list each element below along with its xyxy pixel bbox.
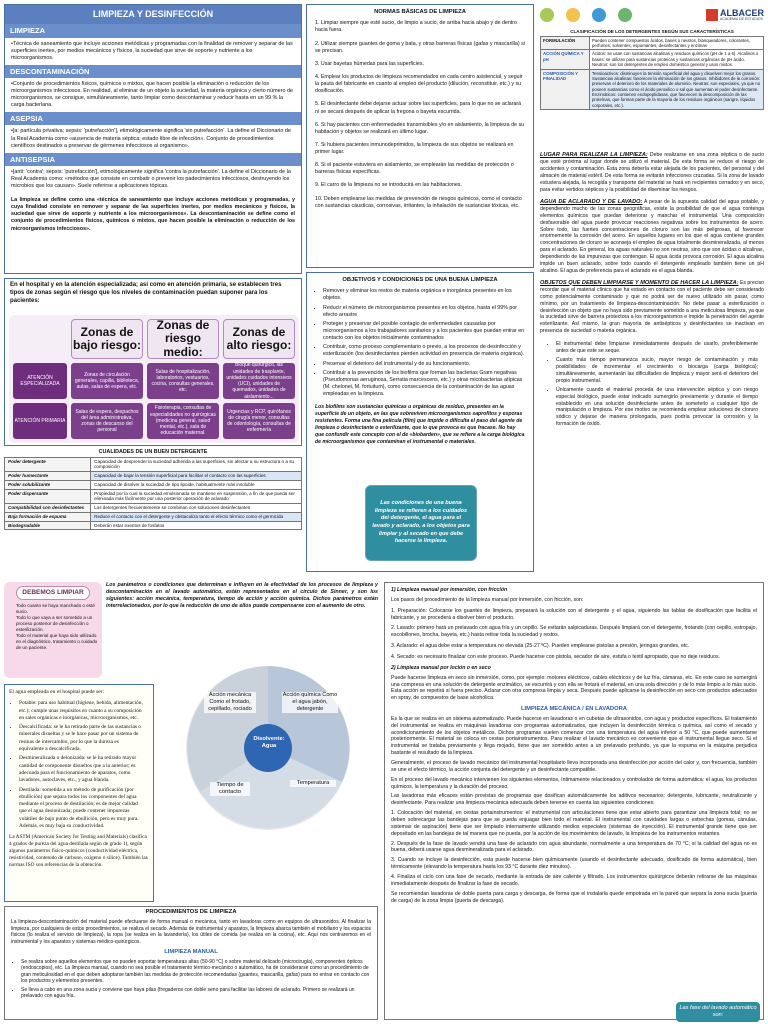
class-name: COMPOSICIÓN Y FINALIDAD [541,69,590,110]
mechanical-title: LIMPIEZA MECÁNICA / EN LAVADORA [521,706,627,713]
class-name: FORMULACIÓN [541,36,590,50]
must-clean-list [8,603,98,651]
list-item: 9. El carro de la limpieza no se introducirá en las habitaciones. [315,182,462,189]
section-text: •Técnica de saneamiento que incluye acciones metódicas y programadas con la finalidad de remover y separar de las superficies inertes, por medios mecánicos y físicos, la suciedad que sirve de soporte y nutriente a los microorganismos. [11,40,293,61]
table-row [5,504,302,513]
mechanical-condition: 1. Colocación del material, en cestas portainstrumentos: el instrumental con articulaciones tiene que estar abierto para garantizar una limpieza total; no se deben sobrecargar las bandejas para que se pueda enjuagar bien todo el material. El instrumental con cavidades largas o estrechas (gomas, cánulas, sistemas de aspiración) tiene que ser limpiado internamente utilizando medios especiales (sistemas de inyección). El instrumental grande tiene que ser depositado en las bandejas de tal manera que no pueda, por la acción de los movimientos de lavado, la limpieza de los instrumentos restantes. [391,810,757,837]
bacteria-icon [540,8,554,22]
table-row [541,36,764,50]
procedures-title: PROCEDIMIENTOS DE LIMPIEZA [145,909,237,915]
list-item: 8. Si el paciente estuviera en aislamiento, se emplearán las medidas de protección o barreras físicas específicas. [315,162,514,176]
list-item: • Reducir el número de microorganismos presentes en los objetos, hasta el 99% por efecto arrastre [323,305,527,319]
section-heading: ASEPSIA [5,112,301,125]
objectives-list [307,286,533,402]
class-desc: Ácidos: se usan con sustancias alcalinas y residuos químicos (pH de 1 a 6). Alcalinos o bases: se utilizan para sustancias proteicas y sustancias orgánicas de pH ácido. Neutros: son los detergentes de empleo doméstico general y usos mixtos. [590,50,764,69]
biofilm-note: Los biofilms son sustancias químicas u orgánicas de residuo, presentes en la superficie de un objeto, en las que sobreviven microorganismos saprofitos y esporas resistentes. Forma una fina película (film) que impide o dificulta el paso del agente de limpieza o desinfectante o esterilizante, que lo que provoca es que fracase. No hay que confundir este concepto con el de «biobarden», que se refiere a la carga biológica de microorganismos que contaminan el instrumental o materiales. [315,404,525,445]
detergent-qualities [4,448,302,572]
objects-text: Es preciso recordar que el material clínico que ha estado en contacto con el paciente debe ser considerado como potencialmente contaminado y que no podrá ser de nuevo utilizado sin pasar, como mínimo, por un tratamiento de limpieza-descontaminación. No debe pasar a esterilización o desinfección un objeto que no haya sido previamente sometido a una meticulosa limpieza, ya que la suciedad sirve de barrera protectora a los microorganismos e impide la penetración del agente esterilizante. Así mismo, la gran mayoría de antisépticos y desinfectantes se inactivan en presencia de suciedad o materia orgánica. [540,279,764,335]
quality-desc: Capacidad de desprender la suciedad adherida a las superficies, sin afectar a su estructura o a su composición [91,457,302,471]
sinner-label-solvent: Disolvente: Agua [253,736,285,750]
logo-mark-icon [706,9,718,21]
section-antisepsia [5,153,301,193]
mechanical-condition: 3. Cuando se incluye la desinfección, esta puede hacerse bien químicamente (usando el desinfectante adecuado, dosificado de forma automática), bien térmicamente (elevando la temperatura hasta los 93 °C durante diez minutos). [391,857,757,871]
class-name: ACCIÓN QUÍMICA Y pH [541,50,590,69]
zone-cell: Zonas de circulación generales, capilla, biblioteca, aulas, salas de espera, etc. [71,363,143,399]
list-item: • Desmineralizada o deionizada: se le ha retirado mayor cantidad de componente disueltos que a la anterior; es adecuada para el funcionamiento de aparatos, como lavadores, autoclaves, etc., y agua blanda. [19,755,143,784]
objectives-panel [306,272,534,572]
class-desc: Pueden contener compuestos ácidos, bases o neutros, blanqueadores, colorantes, perfumes, solventes, espumantes, desinfectantes y enzimas [590,36,764,50]
list-item: Todo cuanto se haya manchado o esté sucio. [16,603,95,615]
zone-title-low: Zonas de bajo riesgo: [71,319,143,359]
quality-desc: Deberán estar exentos de fosfatos [91,521,302,530]
objects-heading: OBJETOS QUE DEBEN LIMPIARSE Y MOMENTO DE HACER LA LIMPIEZA: [540,279,739,286]
logo-text: ALBACER [720,7,764,18]
objectives-title: OBJETIVOS Y CONDICIONES DE UNA BUENA LIMPIEZA [342,277,498,283]
list-item: • Remover y eliminar los restos de materia orgánica e inorgánica presentes en los objetos. [323,288,527,302]
list-item: 5. El desinfectante debe dejarse actuar sobre las superficies, para lo que no se aclarará ni se secará después de aplicar la fregona o bayeta escurrida. [315,101,522,115]
table-row [5,480,302,489]
list-item: 10. Deben emplearse las medidas de prevención de riesgos químicos, como el contacto con sustancias cáusticas, corrosivas, irritantes, la inhalación de sustancias tóxicas, etc. [315,195,522,209]
norms-title: NORMAS BÁSICAS DE LIMPIEZA [374,9,466,15]
immersion-step: 4. Secado: es necesario finalizar con este proceso. Puede hacerse con pistola, secador de aire, estufa o textil apropiado, que no deje residuos. [391,654,721,661]
mechanical-paragraph: En el proceso del lavado mecánico intervienen los siguientes elementos, íntimamente relacionados y controlados de forma automática: el agua, los productos químicos, la temperatura y la duración del proceso. [391,776,757,790]
quality-desc: Capacidad de bajar la tensión superficial para facilitar el contacto con las superficies [91,472,302,481]
row-label-specialized: ATENCIÓN ESPECIALIZADA [13,363,67,399]
place-heading: LUGAR PARA REALIZAR LA LIMPIEZA: [540,152,648,158]
cleaning-methods-panel [384,582,764,1020]
zone-cell: Salas de espera, despachos del área administrativa, zonas de descanso del personal [71,403,143,439]
table-row [5,512,302,521]
immersion-step: 2. Lavado: primero hará un prelavado con agua fría y un cepillo. Se evitarán salpicaduras. Después limpiará con el detergente, frotando (con cepillo, estropajo, escobillones, brocha, bayeta, etc.) hasta retirar toda la suciedad y restos. [391,625,757,639]
icons-header [540,4,764,26]
quality-name: Poder detergente [5,457,91,471]
list-item: • Contribuir, como proceso complementario o previo, a los procesos de desinfección y esterilización (los desinfectantes pierden actividad en presencia de materia orgánica). [323,344,527,358]
list-item: • Destilada: sometida a un método de purificación (por ebullición) que separa todos los componentes del agua mediante el proceso de destilación; es de mejor calidad que el agua desionizada; puede contener impurezas volátiles de bajo punto de ebullición, pero es muy pura. Además, es muy baja su conductividad. [19,787,143,831]
table-row [5,457,302,471]
class-desc: Tensioactivos: disminuyen la tensión superficial del agua y disuelven mejor los grasos. Sustancias alcalinas: favorecen la eliminación de los grasos. Inhibidores de la corrosión: preservan el deterioro de los materiales de aluminio. Neutras: son especiales, ya que no poseen sustancias como el ácido peroxilico o sal que aumentan el poder desinfectante. Enzimáticos: contienen endopeptidasas, que favorecen la descomposición de las proteínas, que forman parte de la mayoría de los residuos orgánicos (sangre, líquidos corporales, etc.). [590,69,764,110]
list-item: Todo el material que haya sido utilizado en el diagnóstico, tratamiento o cuidado de un paciente. [16,632,98,650]
zones-panel [4,278,302,446]
list-item: • Cuanto más tiempo permanezca sucio, mayor riesgo de contaminación y más posibilidades de incrementar el crecimiento o biocarga (carga biológica); simultáneamente, aumentarán las dificultades de limpieza y mayor será el deterioro del propio instrumental. [556,357,758,385]
list-item: 2. Utilizar siempre guantes de goma y bata, y otras barreras físicas (gafas y mascarilla) si se precisan. [315,40,525,54]
must-clean-title: DEBEMOS LIMPIAR [16,586,90,600]
quality-name: Poder humectante [5,472,91,481]
conditions-callout [365,485,477,561]
definitions-panel [4,4,302,274]
water-intro: El agua empleada en el hospital puede ser: [9,689,105,695]
list-item: • Únicamente cuando el material proceda de una intervención séptica y con riesgo especial biológico, puede estar indicado sumergirlo previamente y durante el tiempo establecido en una solución desinfectante antes de someterlo a cualquier tipo de manipulación o limpieza. Por ese motivo se recomienda emplear soluciones de cloruro sódico y dejarse de manera prolongada, pues podría provocar la corrosión y la formación de óxido. [556,387,758,429]
sinner-label-chemical: Acción química Como el agua jabón, detergente [282,692,338,712]
zones-diagram [9,315,299,443]
quality-name: Poder solubilizante [5,480,91,489]
zone-cell: Urgencias y RCP, quirófanos de cirugía menor, consultas de odontología, consultas de enfermería [223,403,295,439]
immersion-heading: 1) Limpieza manual por inmersión, con fricción [391,587,508,593]
procedures-intro: La limpieza-descontaminación del material puede efectuarse de forma manual o mecánica, tanto en lavadoras como en equipos de ultrasonidos. Al finalizar la limpieza, por cualquiera de estos procedimientos, se realiza el secado. Además de instrumental y aparatos, la limpieza abarca también el mobiliario y los espacios físicos (lo realiza el servicio de limpieza), la ropa (se realiza en la lavandería), los útiles de comida (se realiza en la cocina), etc. Aquí nos centraremos en el instrumental y los aparatos y sistemas médico-quirúrgicos. [11,919,371,946]
list-item: • Preservar el deterioro del instrumental y de su funcionamiento. [323,361,527,368]
mechanical-condition: 4. Finaliza el ciclo con una fase de secado, mediante la entrada de aire caliente y filtrado. Los instrumentos quirúrgicos deberán retirarse de las máquinas inmediatamente después de finalizar la fase de secado. [391,874,757,887]
immersion-step: 1. Preparación: Colocarse los guantes de limpieza, preparará la solución con el detergente y el agua, siguiendo las tablas de dosificación que facilita el fabricante, y se procederá a disolver bien el producto. [391,607,757,621]
page-title: LIMPIEZA Y DESINFECCIÓN [5,5,301,24]
logo-text-block [720,9,764,22]
water-text: A pesar de la supuesta calidad del agua potable, y dependiendo mucho de las zonas geográficas, existe la posibilidad de que el agua contenga elementos químicos que puedan deteriorar y manchar el instrumental. Una composición desfavorable del agua puede provocar reacciones negativas sobre los instrumentos de acero. Sobre todo, las fuertes concentraciones de cloruro son las más peligrosas, al favorecer enormemente la corrosión del acero. En aquellos lugares en los que el agua contiene grandes concentraciones de cloruro se aconseja el empleo de agua totalmente desmineralizada, al menos para el aclarado. En general, los aguas naturales no son neutras, sino que son ácidas o alcalinas, dependiendo de las impurezas que contengan. El agua ácida provoca corrosión. El agua alcalina impide un buen aclarado, sobre todo cuando el detergente empleado también tiene un pH alcalino. El agua de preferencia para el aclarado es el agua blanda. [540,198,764,274]
manual-cleaning-list [5,957,377,1004]
zone-title-medium: Zonas de riesgo medio: [147,319,219,359]
row-label-primary: ATENCIÓN PRIMARIA [13,403,67,439]
germ-icon [618,8,632,22]
list-item: 3. Usar bayetas húmedas para las superficies. [315,60,424,67]
virus-icon [566,8,580,22]
zone-title-high: Zonas de alto riesgo: [223,319,295,359]
washer-phases-callout [676,1002,760,1022]
objects-paragraph [540,280,764,335]
quality-name: Baja formación de espuma [5,512,91,521]
quality-desc: Reduce el contacto con el detergente y obstaculiza tanto el efecto térmico como el germicida [91,512,302,521]
sinner-diagram [160,648,376,844]
qualities-table [4,457,302,531]
quality-name: Biodegradable [5,521,91,530]
quality-desc: Capacidad de disolver la suciedad de tipo lipoide, habitualmente más insoluble [91,480,302,489]
list-item: 1. Limpiar siempre que esté sucio, de limpio a sucio, de arriba hacia abajo y de dentro hacia fuera. [315,20,517,34]
parameters-text: Los parámetros o condiciones que determinan e influyen en la efectividad de los procesos de limpieza y descontaminación en el lavado automático, están representados en el círculo de Sinner, y son los siguientes: acción mecánica, temperatura, tiempo de acción y acción química. Dichos parámetros están interrelacionados, por lo que la reducción de uno de ellos puede compensarse con el aumento de otro. [106,582,378,610]
must-clean-panel [4,582,102,678]
sinner-label-time: Tiempo de contacto [210,782,250,796]
section-text: •[anti: 'contra'; sepsis: 'putrefacción'], etimológicamente significa 'contra la putrefacción'. La define el Diccionario de la Real Academia como: «métodos que consiste en combatir o prevenir los padecimientos infecciosos, destruyendo los microbios que los causan». Suele referirse a aplicaciones tópicas. [11,168,291,189]
section-text: •Conjunto de procedimientos físicos, químicos o mixtos, que hacen posible la eliminación o reducción de los microorganismos infecciosos. En realidad, al eliminar de un objeto la suciedad, la materia orgánica y cierto número de microorganismos, se consigue, simultáneamente, tanto limpiar como descontaminar y reducir hasta en un 99 % la carga bacteriana. [11,81,293,109]
list-item: • Se lleva a cabo en una zona sucia y conviene que haya pilas (fregaderos con doble seno para facilitar las labores de aclarado. Primero se realizará un prelavado con agua fría. [21,987,371,1000]
immersion-intro: Los pasos del procedimiento de la limpieza manual por inmersión, con fricción, son: [391,596,584,603]
immersion-step: 3. Aclarado: el agua debe estar a temperatura no elevada (25-27 ºC). Pueden emplearse pistolas a presión, jeringas grandes, etc. [391,643,690,650]
norms-list [307,18,533,218]
mechanical-closing: Se recomiendan lavadoras de doble puerta para carga y descarga, de forma que el instalarla quede empotrada en la pared que separa la zona sucia (puerta de carga) de la zona limpia (puerta de descarga). [391,890,757,904]
mechanical-paragraph: Generalmente, el proceso de lavado mecánico del instrumental hospitalario lleva incorporada una desinfección por acción del calor y, con frecuencia, también se une el efecto térmico, la acción conjunta del detergente y un desinfectante compatible. [391,759,757,773]
qualities-title: CUALIDADES DE UN BUEN DETERGENTE [98,449,208,455]
section-heading: ANTISEPSIA [5,153,301,166]
procedures-panel [4,906,378,1020]
logo-subtext: ACADEMIA DE ESTUDIOS [720,16,763,21]
water-paragraph [540,199,764,275]
quality-name: Compatibilidad con desinfectantes [5,504,91,513]
list-item: • Potable: para uso habitual (higiene, bebida, alimentación, etc.); cumple unas requisitos en cuanto a su composición en sales orgánicas e inorgánicas, microorganismos, etc. [19,700,143,722]
water-heading: AGUA DE ACLARADO Y DE LAVADO: [540,198,643,205]
conditions-text: Las condiciones de una buena limpieza se refieren a los cuidados del detergente, el agua para el lavado y aclarado, a los objetos para limpiar y al secado en que debe hacerse la limpieza. [372,500,470,545]
list-item: • Contribuir a la prevención de los biofilms que forman las bacterias Gram negativas (Pseudomonas aeruginosa, Serratia marcescens, etc.) y otras micobacterias atípicas (M. chelonei, M. fortuitum), como consecuencia de la contaminación de las aguas empleadas en la limpieza. [323,370,527,399]
logo [706,9,764,22]
section-heading: LIMPIEZA [5,24,301,37]
quality-desc: Propiedad por la cual la suciedad emulsionada se mantiene en suspensión, a fin de que pueda ser eliminada más fácilmente por una posterior operación de aclarado [91,489,302,503]
washer-phases-text: Las fase del lavado automático son: [679,1005,757,1018]
zone-cell: Fisioterapia, consultas de especialidades no quirúrgicas (medicina general, salud mental, etc.), sala de educación maternal. [147,403,219,439]
zone-cell: Bloque quirúrgico, las unidades de trasplante, unidades cuidados intensivos (UCI), unidades de quemados, unidades de aislamiento... [223,363,295,399]
section-text: •[a: partícula privativa; sepsis: 'putrefacción'], etimológicamente significa 'sin putrefacción'. La define el Diccionario de la Real Academia como «ausencia de materia séptica; estado libre de infección». Conjunto de procedimientos científicos destinados a preservar de gérmenes infecciosos al organismo». [11,128,291,149]
zone-cell: Salas de hospitalización, laboratorios, vestuarios, cocina, consultas generales, etc. [147,363,219,399]
microbe-icon [592,8,606,22]
list-item: • El instrumental debe limpiarse inmediatamente después de usarlo, preferiblemente antes de que este se seque. [556,341,758,355]
table-row [5,521,302,530]
mechanical-paragraph: Es la que se realiza en un sistema automatizado. Puede hacerse en lavadoras o en cubetas de ultrasonidos, con agua y productos específicos. El tratamiento del instrumental se realiza en máquinas lavadoras con programas automatizados, que incluyen la desinfección térmica o química, así como el secado y acondicionamiento de los objetos metálicos. Dichos programas suelen comenzar con una temperatura del agua inferior a 50 °C, que puede aumentarse posteriormente. El material se coloca en cestas portainstrumentos. Para realizar el lavado mecánico es conveniente que el instrumental llegue seco. Si el instrumental se trataba previamente y llega mojado, tiene que ser sometido antes a un prelavado profundo, ya que la espuma en la máquina perjudica bastante el resultado de la limpieza. [391,715,757,757]
table-row [541,69,764,110]
list-item: • Descalcificada: se le ha retirado parte de las sustancias o minerales disueltas y se le hace pasar por un sistema de resinas de intercambio, por lo que la dureza es equivalente a descalcificada. [19,724,143,753]
list-item: Todo lo que vaya a ser sometido a un proceso posterior de desinfección o esterilización. [16,615,93,632]
water-types-list [9,698,149,834]
quality-desc: Los detergentes frecuentemente se combinan con soluciones desinfectantes [91,504,302,513]
place-paragraph [540,152,764,194]
sinner-label-mechanical: Acción mecánica Como el frotado, cepillado, rociado [204,692,256,713]
lotion-text: Puede hacerse limpieza en seco sin inmersión, como, por ejemplo: motores eléctricos, cables eléctricos y de luz fría, cámaras, etc. En este caso se sumergirá una compresa en una solución de detergente enzimático, se escurrirá y con ella se frotará el material, en una sola dirección y de lo más limpio a lo más sucio. Esta acción se repetirá si fuera preciso. Aclarar con otra compresa limpia y seca. Después puede aplicarse la desinfección en seco con productos adecuados en spray, de compuestos de base alcohólica. [391,674,757,702]
list-item: • Proteger y preservar del posible contagio de enfermedades causadas por microorganismos a los trabajadores sanitarios y a los pacientes que puedan entrar en contacto con los objetos inicialmente contaminados [323,321,527,342]
section-asepsia [5,112,301,152]
classification-table [540,36,764,110]
norms-panel [306,4,534,268]
list-item: • Se realiza sobre aquellos elementos que no pueden soportar temperaturas altas (50-90 °C) o sobre material delicado (microcirugía), componentes ópticos (endoscopios), etc. La limpieza manual, cuando no sea posible el tratamiento térmico-mecánico o automático, ha de considerarse como un procedimiento de gran meticulosidad en el que deben adoptarse también las medidas de protección recomendadas (guantes, mascarilla, gafas) para no entrar en contacto con los productos y elementos presentes. [21,959,371,985]
astm-text: La ASTM (American Society for Testing and Materials) clasifica 4 grados de pureza del agua destilada según de grado 1), según algunos parámetros físico-químicos (conductividad eléctrica, resistividad, contenido de carbono, oxígeno o sílice). También las normas ISO son referencias de la obtención. [9,834,148,868]
list-item: 4. Emplear los productos de limpieza recomendados en cada centro asistencial, y seguir la pauta del fabricante en cuanto al empleo del producto (dilución, reconstituir, etc.) y su dosificación. [315,73,523,95]
classification-title: CLASIFICACIÓN DE LOS DETERGENTES SEGÚN SUS CARACTERÍSTICAS [570,29,734,34]
quality-name: Poder dispersante [5,489,91,503]
cleaning-conditions-text [540,152,764,572]
objects-list [540,339,764,432]
table-row [5,489,302,503]
summary-text: La limpieza se define como una «técnica de saneamiento que incluye acciones metódicas y programadas, y cuya finalidad consiste en remover y separar de las superficies inertes, por medios mecánicos y físicos, la suciedad que sirve de soporte y nutriente a los microorganismos». La descontaminación se define como el conjunto de procedimientos físicos, químicos o mixtos, que hacen posible la eliminación o reducción de los microorganismos infecciosos». [11,196,295,232]
mechanical-paragraph: Las lavadoras más eficaces están provistas de programas que dosifican automáticamente los aditivos necesarios: detergente, lubricante, neutralizante y desinfectante. Para realizar una limpieza mecánica adecuada deben tenerse en cuenta las siguientes condiciones: [391,793,757,807]
section-descontaminacion [5,65,301,112]
water-types-panel [4,684,154,902]
manual-cleaning-title: LIMPIEZA MANUAL [164,948,218,955]
list-item: 6. Si hay pacientes con enfermedades transmisibles y/o en aislamiento, la limpieza de su habitación y objetos se realizará en último lugar. [315,121,525,135]
detergent-classification [540,28,764,148]
table-row [5,472,302,481]
lotion-heading: 2) Limpieza manual por loción o en seco [391,664,491,671]
list-item: 7. Si hubiera pacientes inmunodeprimidos, la limpieza de sus objetos se realizará en primer lugar. [315,141,514,156]
table-row [541,50,764,69]
section-limpieza [5,24,301,64]
section-heading: DESCONTAMINACIÓN [5,65,301,78]
mechanical-condition: 2. Después de la fase de lavado vendrá una fase de aclarado con agua abundante, normalmente a una temperatura de 70 °C; si la calidad del agua no es buena, deberá usarse agua desmineralizada para el aclarado. [391,840,757,854]
sinner-label-temperature: Temperatura [290,780,336,787]
place-text: Debe realizarse en una zona séptica o de sucio que esté próxima al lugar donde se utilizó el material. De esta forma se reduce el riesgo de accidentes y contaminación. Esta zona debería estar alejada de los pacientes, del personal y del almacén de material estéril. De esta forma se evitarán infecciones cruzadas. Si la zona de lavado estuviera alejada, la recogida y transporte del material se hará en recipientes cerrados y en seco, para evitar vertidos sépticos y la posibilidad de diseminar los riesgos. [540,152,764,193]
zones-intro: En el hospital y en la atención especializada; así como en atención primaria, se establecen tres tipos de zonas según el riesgo que los niveles de contaminación puedan suponer para los pacientes: [10,282,282,304]
